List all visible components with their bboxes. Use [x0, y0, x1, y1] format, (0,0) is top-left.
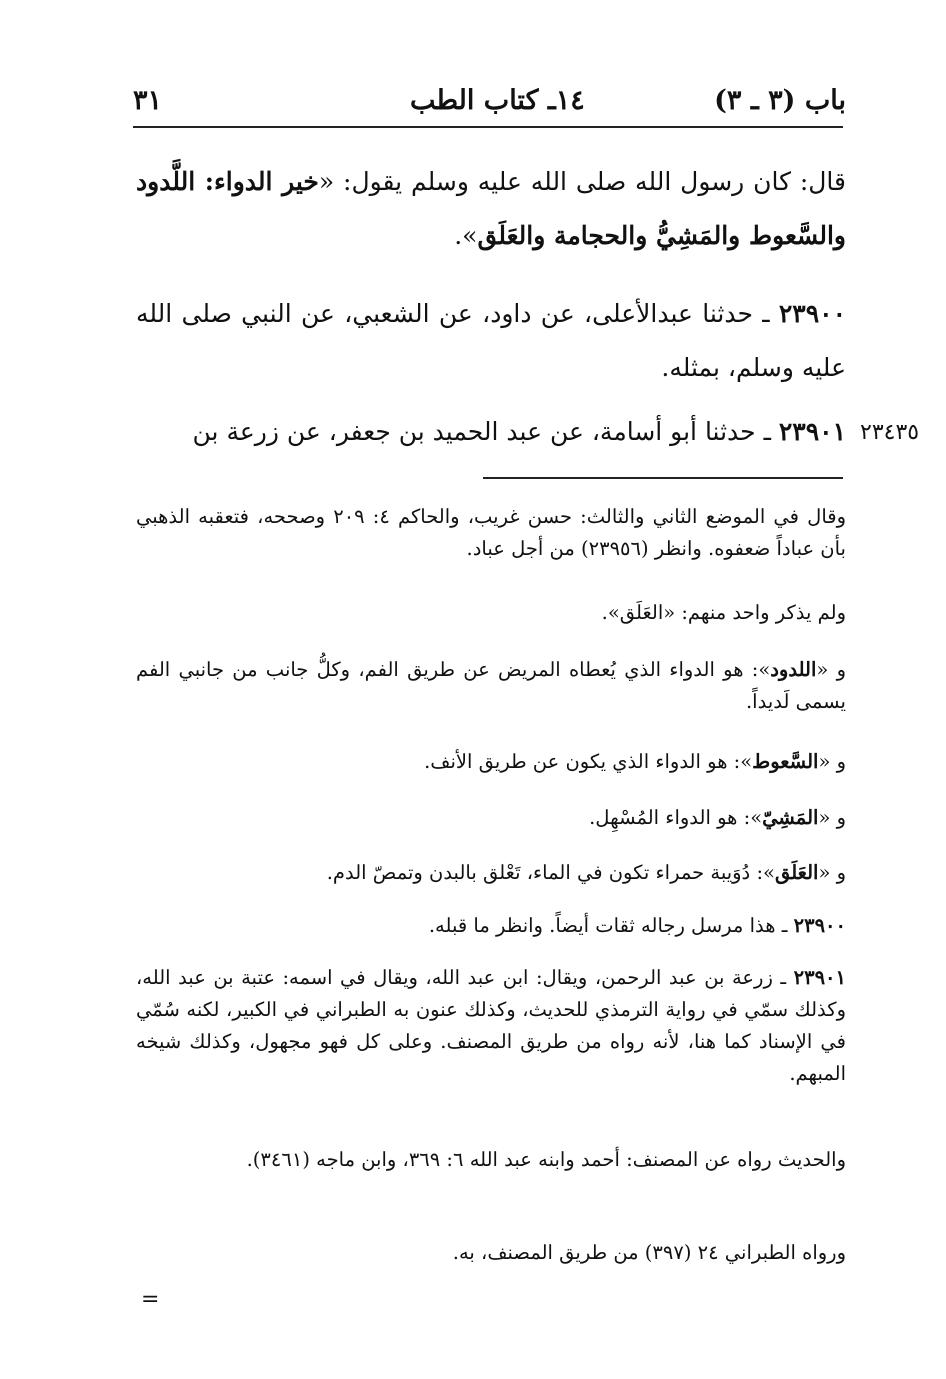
hadith-number: ٢٣٩٠٠ — [778, 299, 846, 328]
footnote-text: »: دُوَيبة حمراء تكون في الماء، تَعْلق بالبدن وتمصّ الدم. — [326, 861, 775, 884]
footnote-6 — [136, 857, 846, 889]
footnote-7 — [136, 910, 846, 942]
hadith-number: ٢٣٩٠١ — [778, 417, 846, 446]
footnote-text: »: هو الدواء المُسْهِل. — [589, 806, 763, 829]
hadith-paragraph-1 — [136, 155, 846, 263]
footnote-separator — [483, 477, 843, 479]
footnote-8 — [136, 962, 846, 1090]
footnote-term: المَشِيّ — [762, 806, 819, 829]
footnote-2: ولم يذكر واحد منهم: «العَلَق». — [601, 601, 846, 624]
footnote-4 — [136, 746, 846, 778]
footnote-text: ـ زرعة بن عبد الرحمن، ويقال: ابن عبد الله، ويقال في اسمه: عتبة بن عبد الله، وكذلك سمّي في رواية الترمذي للحديث، وكذلك عنون به الطبراني في الكبير، لكنه سُمّي في الإسناد كما هنا، لأنه رواه من طريق المصنف. وعلى كل فهو مجهول، وكذلك شيخه المبهم. — [136, 966, 846, 1085]
footnote-text: »: هو الدواء الذي يكون عن طريق الأنف. — [424, 750, 753, 773]
book-title: ١٤ـ كتاب الطب — [410, 85, 585, 116]
side-reference-number: ٢٣٤٣٥ — [860, 420, 920, 445]
footnote-1: وقال في الموضع الثاني والثالث: حسن غريب، والحاكم ٤: ٢٠٩ وصححه، فتعقبه الذهبي بأن عباداً ضعفوه. وانظر (٢٣٩٥٦) من أجل عباد. — [136, 505, 847, 560]
hadith-text: قال: كان رسول الله صلى الله عليه وسلم يقول: « — [318, 167, 846, 196]
hadith-text: ـ حدثنا عبدالأعلى، عن داود، عن الشعبي، عن النبي صلى الله عليه وسلم، بمثله. — [136, 299, 846, 382]
header-rule — [133, 126, 843, 128]
hadith-paragraph-2 — [136, 287, 846, 395]
footnote-10: ورواه الطبراني ٢٤ (٣٩٧) من طريق المصنف، به. — [452, 1241, 846, 1264]
footnote-term: اللدود — [770, 658, 817, 681]
footnote-9: والحديث رواه عن المصنف: أحمد وابنه عبد الله ٦: ٣٦٩، وابن ماجه (٣٤٦١). — [246, 1148, 846, 1171]
footnote-term: السَّعوط — [752, 750, 819, 773]
footnote-term: العَلَق — [774, 861, 819, 884]
footnote-prefix: و « — [816, 658, 846, 681]
hadith-paragraph-3 — [136, 405, 846, 459]
hadith-bold-text: خير الدواء: اللَّدود والسَّعوط والمَشِيُّ والحجامة والعَلَق — [136, 167, 846, 250]
footnote-3 — [136, 654, 846, 718]
footnote-prefix: و « — [818, 806, 846, 829]
page-number: ٣١ — [133, 85, 163, 116]
footnote-number: ٢٣٩٠٠ — [793, 914, 846, 937]
footnote-prefix: و « — [818, 861, 846, 884]
hadith-text-end: ». — [454, 221, 478, 250]
continuation-mark: = — [141, 1287, 160, 1312]
footnote-text: »: هو الدواء الذي يُعطاه المريض عن طريق الفم، وكلُّ جانب من جانبي الفم يسمى لَديداً. — [136, 658, 846, 713]
footnote-number: ٢٣٩٠١ — [793, 966, 846, 989]
footnote-text: ـ هذا مرسل رجاله ثقات أيضاً. وانظر ما قبله. — [428, 914, 794, 937]
footnote-5 — [136, 802, 846, 834]
chapter-label: باب (٣ ـ ٣) — [714, 85, 846, 116]
hadith-text: ـ حدثنا أبو أسامة، عن عبد الحميد بن جعفر، عن زرعة بن — [192, 417, 779, 446]
footnote-prefix: و « — [818, 750, 846, 773]
